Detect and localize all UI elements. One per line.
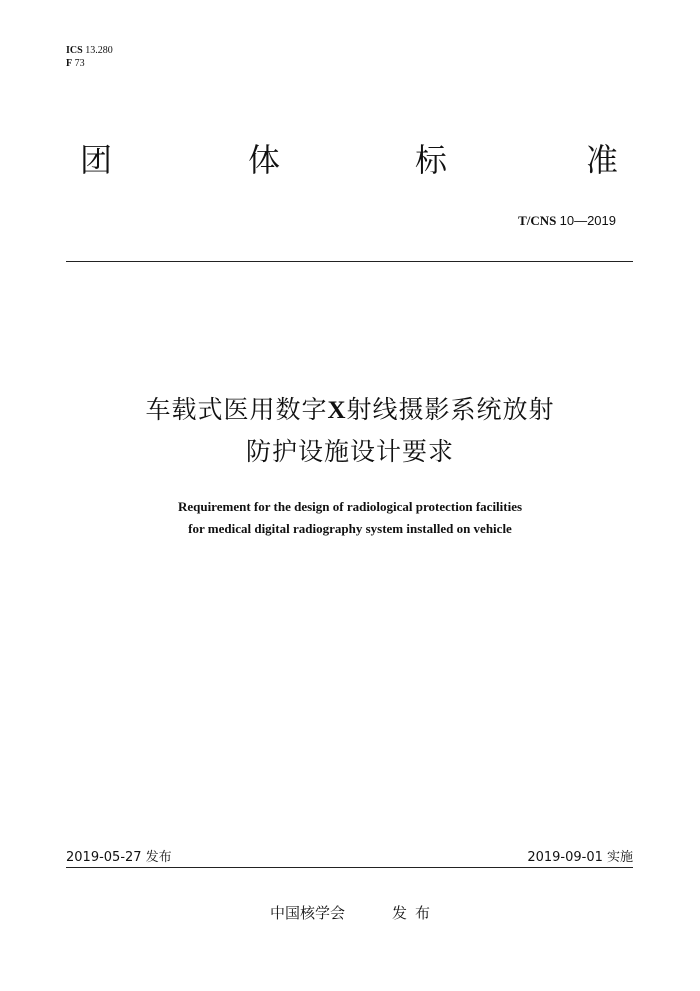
title-cn-line-2: 防护设施设计要求: [245, 437, 454, 466]
standard-prefix: T/CNS: [518, 213, 557, 228]
category-char-3: 标: [415, 141, 448, 179]
ccs-code: [66, 58, 85, 70]
ccs-label: F: [66, 58, 73, 69]
title-cn-line-1: [0, 390, 700, 431]
top-divider: [66, 261, 633, 262]
implementation-date: 2019-09-01 实施: [527, 850, 633, 865]
ics-value: 13.280: [85, 45, 113, 56]
ics-code: [66, 45, 113, 57]
title-cn-part-2: 射线摄影系统放射: [346, 395, 555, 424]
bottom-divider: [66, 867, 633, 868]
title-cn-x: X: [327, 397, 347, 424]
ccs-value: 73: [74, 58, 85, 69]
issue-date: 2019-05-27 发布: [66, 850, 172, 865]
standard-number: [518, 213, 616, 229]
title-cn-part-1: 车载式医用数字: [145, 395, 328, 424]
title-en-line-2: for medical digital radiography system installed on vehicle: [188, 521, 512, 536]
category-char-4: 准: [586, 141, 619, 179]
ics-label: ICS: [66, 45, 83, 56]
category-char-1: 团: [80, 141, 113, 179]
publisher-name: 中国核学会: [270, 904, 346, 922]
publish-label: 发布: [392, 904, 439, 922]
category-char-2: 体: [248, 141, 281, 179]
title-en-line-1: Requirement for the design of radiological protection facilities: [177, 499, 523, 514]
standard-year-number: 10—2019: [559, 213, 616, 228]
